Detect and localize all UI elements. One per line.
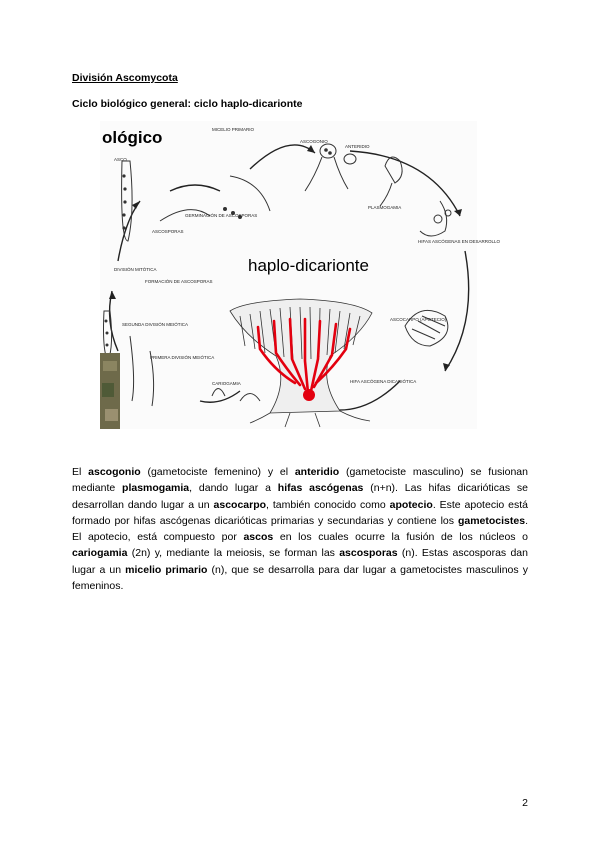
label-division-meiotica: PRIMERA DIVISIÓN MEIÓTICA (150, 355, 215, 360)
label-segunda-division: SEGUNDA DIVISIÓN MEIÓTICA (122, 322, 189, 327)
text-run: El (72, 466, 89, 478)
bold-term: ascogonio (88, 466, 141, 478)
section-subheading: Ciclo biológico general: ciclo haplo-dicarionte (72, 98, 303, 110)
bold-term: micelio primario (125, 563, 208, 576)
label-ascocarpo: ASCOCARPO (APOTECIO) (390, 317, 447, 322)
bold-term: plasmogamia (122, 482, 190, 495)
bold-term: ascosporas (339, 547, 398, 560)
label-formacion-ascosporas: FORMACIÓN DE ASCOSPORAS (145, 279, 213, 284)
label-anteridio: ANTERIDIO (345, 144, 370, 149)
label-micelio: MICELIO PRIMARIO (212, 127, 255, 132)
text-run: . El apotecio, está compuesto por (72, 514, 528, 544)
section-heading: División Ascomycota (72, 72, 178, 84)
label-ascosporas: ASCOSPORAS (152, 229, 184, 234)
bold-term: gametocistes (457, 514, 526, 527)
label-hifas-ascogenas: HIFAS ASCÓGENAS EN DESARROLLO (418, 239, 501, 244)
label-germinacion: GERMINACIÓN DE ASCOSPORAS (185, 213, 258, 218)
bold-term: cariogamia (72, 547, 128, 560)
label-cariogamia: CARIOGAMIA (212, 381, 241, 386)
label-hifa-dicariotica: HIFA ASCÓGENA DICARIÓTICA (350, 379, 417, 384)
text-run: , dando lugar a (189, 482, 278, 495)
bold-term: ascocarpo (213, 498, 267, 511)
body-paragraph (72, 464, 528, 594)
text-run: (gametociste femenino) y el (140, 466, 295, 478)
bold-term: hifas ascógenas (277, 482, 364, 495)
life-cycle-figure (100, 121, 501, 429)
page-number: 2 (522, 797, 528, 809)
bold-term: ascos (243, 531, 274, 544)
text-run: (n). Estas ascosporas dan lugar a un (72, 547, 528, 576)
figure-center-label: haplo-dicarionte (248, 256, 369, 275)
label-ascogonio: ASCOGONIO (300, 139, 328, 144)
bold-term: apotecio (389, 498, 433, 511)
text-run: en los cuales ocurre la fusión de los núcleos o (273, 531, 528, 544)
label-plasmogamia: PLASMOGAMIA (368, 205, 402, 210)
label-asco: ASCO (114, 157, 127, 162)
figure-title-fragment: ológico (102, 128, 163, 147)
label-division-mitotica: DIVISIÓN MITÓTICA (114, 267, 157, 272)
bold-term: anteridio (294, 466, 340, 478)
text-run: (n+n). Las hifas dicarióticas se desarrollan dando lugar a un (72, 482, 528, 511)
text-run: (gametociste masculino) se fusionan mediante (72, 466, 528, 495)
text-run: (2n) y, mediante la meiosis, se forman las (127, 547, 340, 560)
text-run: . Este apotecio está formado por hifas ascógenas dicarióticas primarias y secundarias y contiene los (72, 498, 528, 527)
text-run: (n), que se desarrolla para dar lugar a gametocistes masculinos y femeninos. (72, 563, 528, 593)
text-run: , también conocido como (266, 498, 390, 511)
